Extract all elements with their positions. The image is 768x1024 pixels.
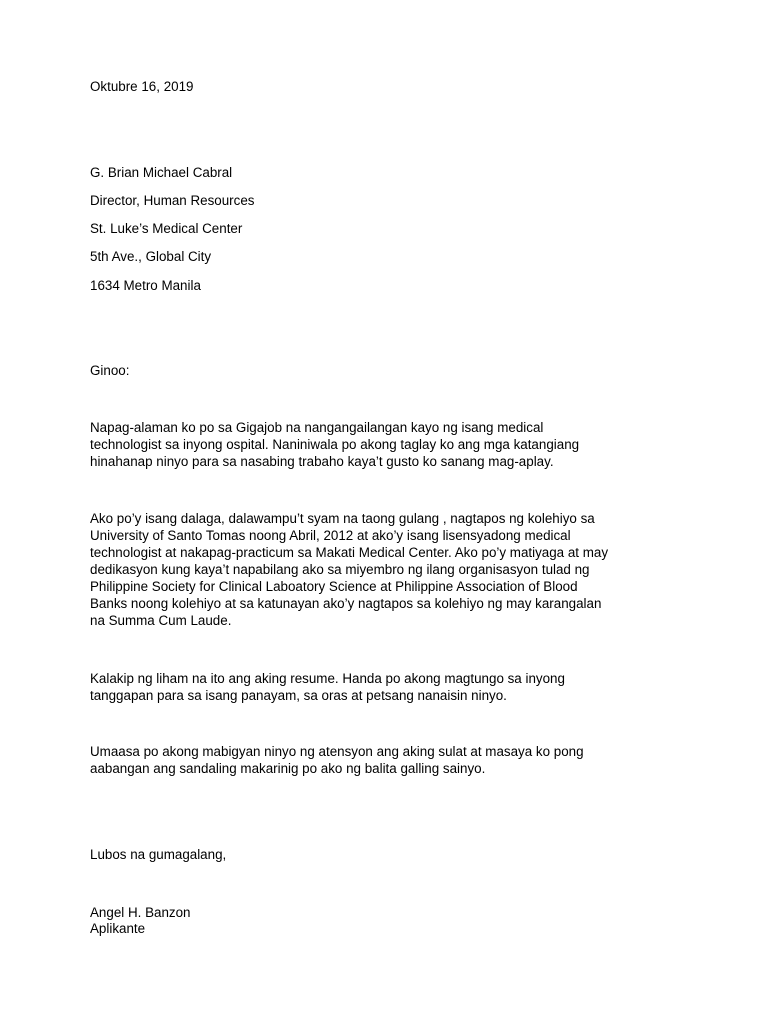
recipient-title: Director, Human Resources [90, 193, 255, 208]
paragraph-line: na Summa Cum Laude. [90, 613, 232, 628]
letter-date: Oktubre 16, 2019 [90, 79, 194, 94]
paragraph-line: University of Santo Tomas noong Abril, 2012 at ako’y isang lisensyadong medical [90, 528, 571, 543]
paragraph-line: Napag-alaman ko po sa Gigajob na nangangailangan kayo ng isang medical [90, 420, 544, 435]
paragraph-line: technologist at nakapag-practicum sa Makati Medical Center. Ako po’y matiyaga at may [90, 545, 609, 560]
complimentary-close: Lubos na gumagalang, [90, 847, 227, 862]
paragraph-line: dedikasyon kung kaya’t napabilang ako sa miyembro ng ilang organisasyon tulad ng [90, 562, 590, 577]
paragraph-qualifications [90, 510, 608, 629]
paragraph-line: Ako po’y isang dalaga, dalawampu’t syam na taong gulang , nagtapos ng kolehiyo sa [90, 511, 595, 526]
paragraph-line: Umaasa po akong mabigyan ninyo ng atensyon ang aking sulat at masaya ko pong [90, 744, 584, 759]
recipient-organization: St. Luke’s Medical Center [90, 221, 243, 236]
paragraph-resume [90, 670, 565, 704]
signature-role: Aplikante [90, 921, 146, 936]
paragraph-line: Kalakip ng liham na ito ang aking resume. Handa po akong magtungo sa inyong [90, 671, 565, 686]
salutation: Ginoo: [90, 363, 130, 378]
signature-name: Angel H. Banzon [90, 905, 191, 920]
paragraph-closing-remarks [90, 743, 584, 777]
paragraph-line: Philippine Society for Clinical Laboatory Science at Philippine Association of Blood [90, 579, 578, 594]
recipient-city: 1634 Metro Manila [90, 278, 201, 293]
paragraph-line: tanggapan para sa isang panayam, sa oras at petsang nanaisin ninyo. [90, 688, 507, 703]
paragraph-line: technologist sa inyong ospital. Naniniwala po akong taglay ko ang mga katangiang [90, 437, 580, 452]
recipient-name: G. Brian Michael Cabral [90, 165, 233, 180]
paragraph-line: aabangan ang sandaling makarinig po ako ng balita galling sainyo. [90, 761, 486, 776]
recipient-street: 5th Ave., Global City [90, 249, 212, 264]
paragraph-line: hinahanap ninyo para sa nasabing trabaho kaya’t gusto ko sanang mag-aplay. [90, 454, 554, 469]
paragraph-line: Banks noong kolehiyo at sa katunayan ako’y nagtapos sa kolehiyo ng may karangalan [90, 596, 602, 611]
paragraph-intro [90, 419, 579, 470]
